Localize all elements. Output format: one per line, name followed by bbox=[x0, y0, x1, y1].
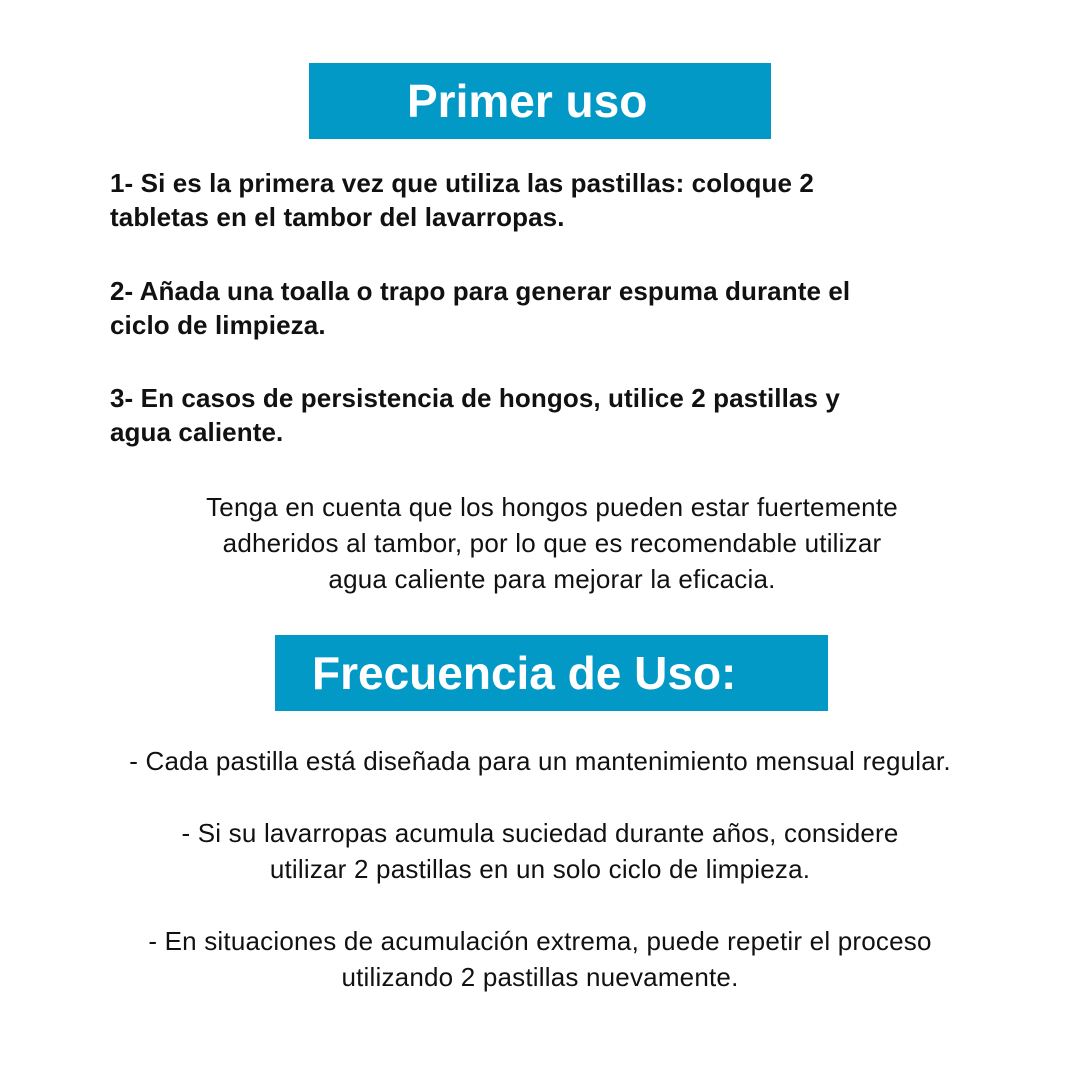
step-1-line-1: 1- Si es la primera vez que utiliza las pastillas: coloque 2 bbox=[110, 168, 814, 198]
step-2 bbox=[110, 274, 990, 342]
step-1-line-2: tabletas en el tambor del lavarropas. bbox=[110, 202, 565, 232]
frecuencia-item-2 bbox=[0, 815, 1080, 887]
step-2-line-1: 2- Añada una toalla o trapo para generar espuma durante el bbox=[110, 276, 851, 306]
frecuencia-item-1 bbox=[0, 743, 1080, 779]
frecuencia-item-3-line-2: utilizando 2 pastillas nuevamente. bbox=[341, 962, 739, 992]
frecuencia-banner bbox=[275, 635, 828, 711]
frecuencia-item-2-line-1: - Si su lavarropas acumula suciedad durante años, considere bbox=[181, 818, 899, 848]
frecuencia-title: Frecuencia de Uso: bbox=[312, 647, 737, 699]
step-3-line-2: agua caliente. bbox=[110, 417, 284, 447]
step-3-line-1: 3- En casos de persistencia de hongos, utilice 2 pastillas y bbox=[110, 383, 840, 413]
frecuencia-item-3-line-1: - En situaciones de acumulación extrema, puede repetir el proceso bbox=[148, 926, 932, 956]
step-3 bbox=[110, 381, 990, 449]
frecuencia-item-1-line-1: - Cada pastilla está diseñada para un mantenimiento mensual regular. bbox=[129, 746, 951, 776]
eficacia-note bbox=[90, 489, 1014, 597]
note-line-3: agua caliente para mejorar la eficacia. bbox=[328, 564, 776, 594]
primer-uso-title: Primer uso bbox=[407, 75, 648, 127]
step-1 bbox=[110, 166, 990, 234]
frecuencia-item-3 bbox=[0, 923, 1080, 995]
primer-uso-banner bbox=[309, 63, 771, 139]
step-2-line-2: ciclo de limpieza. bbox=[110, 310, 326, 340]
note-line-2: adheridos al tambor, por lo que es recomendable utilizar bbox=[222, 528, 882, 558]
note-line-1: Tenga en cuenta que los hongos pueden estar fuertemente bbox=[206, 492, 898, 522]
frecuencia-item-2-line-2: utilizar 2 pastillas en un solo ciclo de limpieza. bbox=[269, 854, 811, 884]
